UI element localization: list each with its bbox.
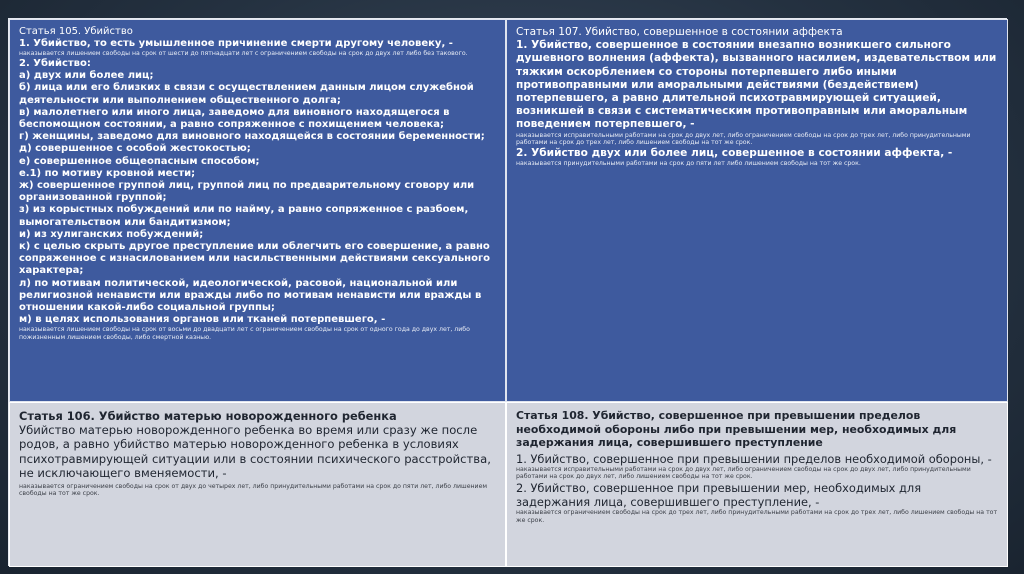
cell-article-108 [506, 402, 1008, 567]
article-108-part2: 2. Убийство, совершенное при превышении мер, необходимых для задержания лица, совершившего преступление, - [516, 480, 922, 509]
cell-article-107 [506, 19, 1008, 402]
article-105-part1: 1. Убийство, то есть умышленное причинение смерти другому человеку, - [19, 38, 453, 50]
article-105-item-e: е) совершенное общеопасным способом; [19, 155, 260, 167]
article-105-item-m: м) в целях использования органов или тканей потерпевшего, - [19, 314, 386, 326]
article-107-part2-penalty: наказывается принудительными работами на срок до пяти лет либо лишением свободы на тот же срок. [516, 160, 861, 168]
article-105-item-g: г) женщины, заведомо для виновного находящейся в состоянии беременности; [19, 131, 485, 143]
article-105-item-v: в) малолетнего или иного лица, заведомо для виновного находящегося в беспомощном состоянии, а равно сопряженное с похищением человека; [19, 106, 450, 131]
article-106-body: Убийство матерью новорожденного ребенка во время или сразу же после родов, а равно убийство матерью новорожденного ребенка в условиях психотравмирующей ситуации или в состоянии психического расстройства, не исключающего вменяемости, - [19, 423, 491, 481]
article-107-part1-penalty: наказывается исправительными работами на срок до двух лет, либо ограничением свободы на срок до трех лет, либо принудительными работами на срок до трех лет, либо лишением свободы на тот же срок. [516, 131, 971, 147]
article-105-part2-penalty: наказывается лишением свободы на срок от восьми до двадцати лет с ограничением свободы на срок от одного года до двух лет, либо пожизненным лишением свободы, либо смертной казнью. [19, 326, 470, 342]
article-106-penalty: наказывается ограничением свободы на срок от двух до четырех лет, либо принудительными работами на срок до пяти лет, либо лишением свободы на тот же срок. [19, 482, 488, 498]
article-107-part2: 2. Убийство двух или более лиц, совершенное в состоянии аффекта, - [516, 146, 953, 159]
article-105-part2: 2. Убийство: [19, 58, 91, 69]
article-105-item-d: д) совершенное с особой жестокостью; [19, 143, 251, 155]
article-105-item-e1: е.1) по мотиву кровной мести; [19, 167, 196, 179]
article-105-item-a: а) двух или более лиц; [19, 70, 154, 82]
article-105-item-l: л) по мотивам политической, идеологической, расовой, национальной или религиозной ненависти или вражды либо по мотивам ненависти или вражды в отношении какой-либо социальной группы; [19, 277, 482, 314]
article-105-item-z: з) из корыстных побуждений или по найму, а равно сопряженное с разбоем, вымогательством или бандитизмом; [19, 204, 469, 228]
article-108-part1-penalty: наказывается исправительными работами на срок до двух лет, либо ограничением свободы на срок до двух лет, либо принудительными работами на срок до двух лет, либо лишением свободы на тот же срок. [516, 465, 971, 481]
cell-article-105 [9, 19, 506, 402]
article-105-title: Статья 105. Убийство [19, 26, 133, 37]
article-108-title: Статья 108. Убийство, совершенное при превышении пределов необходимой обороны либо при превышении мер, необходимых для задержания лица, совершившего преступление [516, 409, 957, 450]
article-108-part1: 1. Убийство, совершенное при превышении пределов необходимой обороны, - [516, 451, 992, 466]
cell-article-106 [9, 402, 506, 567]
article-107-part1: 1. Убийство, совершенное в состоянии внезапно возникшего сильного душевного волнения (аффекта), вызванного насилием, издевательством или тяжким оскорблением со стороны потерпевшего либо иными противоправными или аморальными действиями (бездействием) потерпевшего, а равно длительной психотравмирующей ситуацией, возникшей в связи с систематическим противоправным или аморальным поведением потерпевшего, - [516, 39, 997, 131]
article-105-item-b: б) лица или его близких в связи с осуществлением данным лицом служебной деятельности или выполнением общественного долга; [19, 82, 474, 106]
article-105-item-i: и) из хулиганских побуждений; [19, 228, 204, 240]
article-105-item-k: к) с целью скрыть другое преступление или облегчить его совершение, а равно сопряженное с изнасилованием или насильственными действиями сексуального характера; [19, 241, 491, 277]
articles-table [8, 18, 1007, 566]
article-107-title: Статья 107. Убийство, совершенное в состоянии аффекта [516, 26, 843, 38]
article-106-title: Статья 106. Убийство матерью новорожденного ребенка [19, 409, 397, 423]
article-105-part1-penalty: наказывается лишением свободы на срок от шести до пятнадцати лет с ограничением свободы на срок до двух лет либо без такового. [19, 50, 468, 58]
article-105-item-zh: ж) совершенное группой лиц, группой лиц по предварительному сговору или организованной группой; [19, 180, 475, 204]
article-108-part2-penalty: наказывается ограничением свободы на срок до трех лет, либо принудительными работами на срок до трех лет, либо лишением свободы на тот же срок. [516, 508, 998, 524]
